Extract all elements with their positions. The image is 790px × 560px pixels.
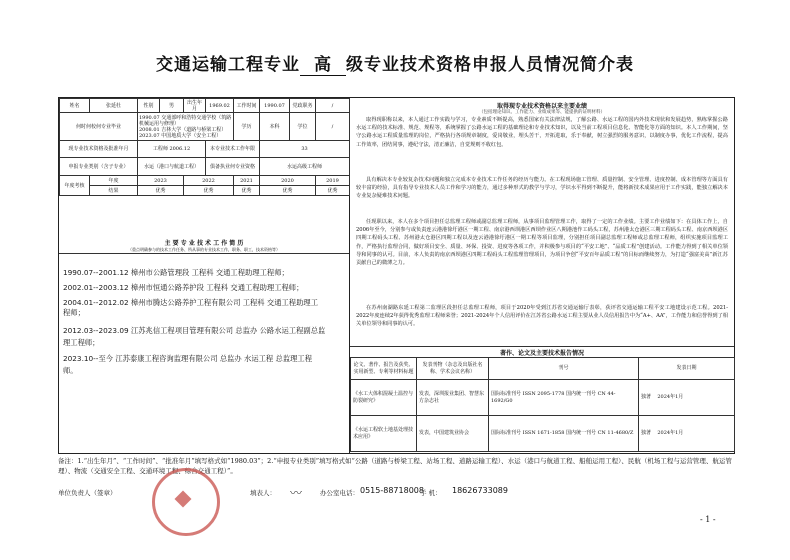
resume-line: 1990.07--2001.12 樟州市公路管理段 工程科 交通工程助理工程师； bbox=[63, 268, 289, 277]
footer-note: 备注：1.“出生年月”、“工作时间”、“批准年月”填写格式如“1980.03”；2.“申报专业类别”填写格式如“公路（道路与桥梁工程、站场工程、道路运输工程）、水运（港口与航道工程、船舶运用工程）、民航（机场工程与运营管理、航运管理）、物流（交通安全工程、交通环境工程、综合交通工程）”。 bbox=[58, 457, 732, 475]
achievement-paragraph: 任现职以来，本人在多个项目担任总监理工程师或副总监理工程师，从事项目监理管理工作，取得了一定的工作业绩。主要工作业绩如下：在具体工作上，自2006年至今，分别参与或负责连云港港徐圩港区一期工程、南京港西坝港区西坝作业区八期港池作工码头工程，苏州港太仓港区三期工程码头工程、南京西坝港区四期工程码头工程、苏州港太仓港区四期工程以及连云港港徐圩港区一期工程等项目监理，分别担任项目副总监理工程师或总监理工程师，组织实施项目监理工作，严格执行监理合同，做好项目安全、质量、环保、投资、进度等各项工作，并积极参与项目的“平安工地”、“品质工程”创建活动。工作能力得到了相关单位领导和同事的认可。目前，本人负责的南京西坝港区四期工程码头工程监理管理项目，为项目争创“平安百年品质工程”的目标而继续努力，为打造“强富美高”新江苏贡献自己的微薄之力。 bbox=[356, 219, 728, 267]
office-phone-label: 办公室电话： bbox=[320, 489, 359, 497]
papers-heading: 著作、论文及主要技术报告情况 bbox=[499, 350, 584, 357]
resume-line: 理工程师； bbox=[63, 338, 100, 347]
filler-label: 填表人： bbox=[250, 489, 276, 497]
basic-info-table: 姓名 张延杜 性别 男 出生年月 1969.02 工作时间 1990.07 党政职务 / 何时何校何专业毕业 1990.07 交通部呼和浩特交通学校（筑路机械运用与修理） 2008.01 吉林大学（道路与桥梁工程） 2023.07 中国地质大学（安全工程） 学历 本科 学位 / 现专业技术资格及批准年月 工程师 2006.12 本专业技术工作年限 33 申报专业类别（含子专业） 水运（港口与航道工程） 俱备执业何专业资格 水运高级工程师 年度考核 年度 2023 2022 2021 2020 2019 结果 优秀 优秀 优秀 优秀 优秀 bbox=[59, 98, 350, 196]
gender-value: 男 bbox=[160, 99, 184, 113]
years-value: 33 bbox=[260, 141, 350, 158]
page-title: 交通运输工程专业 高 级专业技术资格申报人员情况简介表 bbox=[0, 50, 790, 76]
paper-row: 《水运工程软土地基处理技术应用》 发表，中国建筑业协会 国际标准刊号 ISSN 1671-1858 国内统一刊号 CN 11-4680/Z 独著 2024年1月 bbox=[351, 416, 735, 452]
cert-value: 水运高级工程师 bbox=[260, 158, 350, 176]
paper-row: 《水工大体积混凝土温控与防裂研究》 发表，深圳报业集团、智慧东方杂志社 国际标准刊号 ISSN 2095-1778 国内统一刊号 CN 44-1692/G0 独著 2024年1月 bbox=[351, 380, 735, 416]
page-number: - 1 - bbox=[700, 515, 716, 524]
resume-line: 2023.10--至今 江苏泰康工程咨询监理有限公司 总监办 水运工程 总监理工程 bbox=[63, 354, 313, 363]
left-column bbox=[59, 98, 350, 453]
mobile-label: 手 机： bbox=[420, 489, 442, 497]
work-value: 1990.07 bbox=[260, 99, 290, 113]
qual-value: 工程师 2006.12 bbox=[138, 141, 206, 158]
resume-subheading: （重点明确参与的技术工作任务、所从事的专业技术工作，职务、职工，技术资格等） bbox=[128, 247, 280, 252]
resume-line: 2012.03--2023.09 江苏兆信工程项目管理有限公司 总监办 公路水运工程副总监 bbox=[63, 326, 326, 335]
achievement-paragraph: 在苏州南湖路东延工程第二监理区段担任总监理工程师，项目于2020年受到江苏省交通运输厅表彰，获评省交通运输工程平安工地建设示范工程。2021-2022年度连续2年获得优秀监理工程师荣誉；2021-2024年个人信用评价在江苏省公路水运工程主要从业人员信用报告中为“A+、AA”，工作能力和信誉得到了相关单位领导和同事的认可。 bbox=[356, 305, 728, 328]
resume-line: 2002.01--2003.12 樟州市恒通公路养护段 工程科 交通工程助理工程师； bbox=[63, 283, 304, 292]
unit-stamp bbox=[152, 468, 220, 536]
apply-value: 水运（港口与航道工程） bbox=[138, 158, 206, 176]
filler-signature: 〰 bbox=[290, 486, 303, 500]
resume-line: 师。 bbox=[63, 366, 78, 375]
achievement-paragraph: 取得现职称以来，本人通过工作实践与学习，专业素质不断提高，熟悉国家有关法律法规，了解公路、水运工程的国内外技术现状和发展趋势，熟练掌握公路水运工程的技术标准、规范、规程等，系统掌握了公路水运工程的基础理论和专业技术知识，以及当前工程项目信息化、智能化等方面的知识。本人工作期间，坚守公路水运工程质量监理的岗位，严格执行各项规章制度，爱岗敬业，埋头苦干，开拓进取，乐于奉献，树立强烈的服务意识，以制度办事，优化工作流程，提高工作效率，团结同事，遵纪守法，清正廉洁，自觉规则不收红包。 bbox=[356, 117, 728, 148]
birth-value: 1969.02 bbox=[206, 99, 234, 113]
school-value: 1990.07 交通部呼和浩特交通学校（筑路机械运用与修理） 2008.01 吉林大学（道路与桥梁工程） 2023.07 中国地质大学（安全工程） bbox=[138, 113, 234, 141]
achievements-subheading: （包括理论知识、工作能力、业绩成果等、能提供的证明材料） bbox=[479, 110, 605, 115]
achievement-paragraph: 具有解决本专业较复杂技术问题和独立完成本专业技术工作任务的经历与能力。在工程现场施工管理、质量控制、安全管理、进度控制、成本管理等方面具有较丰富的经验，具有指导专业技术人员工作和学习的能力，通过多种形式的教学与学习，学识水平得到不断提升，能将新技术成果应用于工作实践，能独立解决本专业复杂疑难技术问题。 bbox=[356, 177, 728, 200]
right-column bbox=[350, 98, 734, 453]
achievements-heading: 取得现专业技术资格以来主要业绩 bbox=[496, 103, 587, 110]
unit-signature-label: 单位负责人（签章） bbox=[58, 489, 117, 497]
party-value: / bbox=[316, 99, 350, 113]
name-value: 张延杜 bbox=[90, 99, 138, 113]
mobile-value: 18626733089 bbox=[452, 486, 508, 495]
papers-table: 论文、著作、报告及获奖、实用新型、专利等材料标题 发表刊物（杂志及出版社名称、学术会议名称） 刊号 发表日期 《水工大体积混凝土温控与防裂研究》 发表，深圳报业集团、智慧东方杂志社 国际标准刊号 ISSN 2095-1778 国内统一刊号 CN 44-1692/G0 独著 2024年1月 《水运工程软土地基处理技术应用》 发表，中国建筑业协会 国际标准刊号 ISSN 1671-1858 国内统一刊号 CN 11-4680/Z 独著 2024年1月 bbox=[350, 357, 735, 452]
resume-heading: 主 要 专 业 技 术 工 作 简 历 bbox=[164, 240, 244, 247]
level-field: 高 bbox=[300, 50, 346, 76]
resume-line: 程师； bbox=[63, 308, 85, 317]
resume-line: 2004.01--2012.02 樟州市腾达公路养护工程有限公司 工程科 交通工程助理工 bbox=[63, 298, 318, 307]
office-phone-value: 0515-88718008 bbox=[360, 486, 424, 495]
form-table bbox=[58, 97, 735, 454]
